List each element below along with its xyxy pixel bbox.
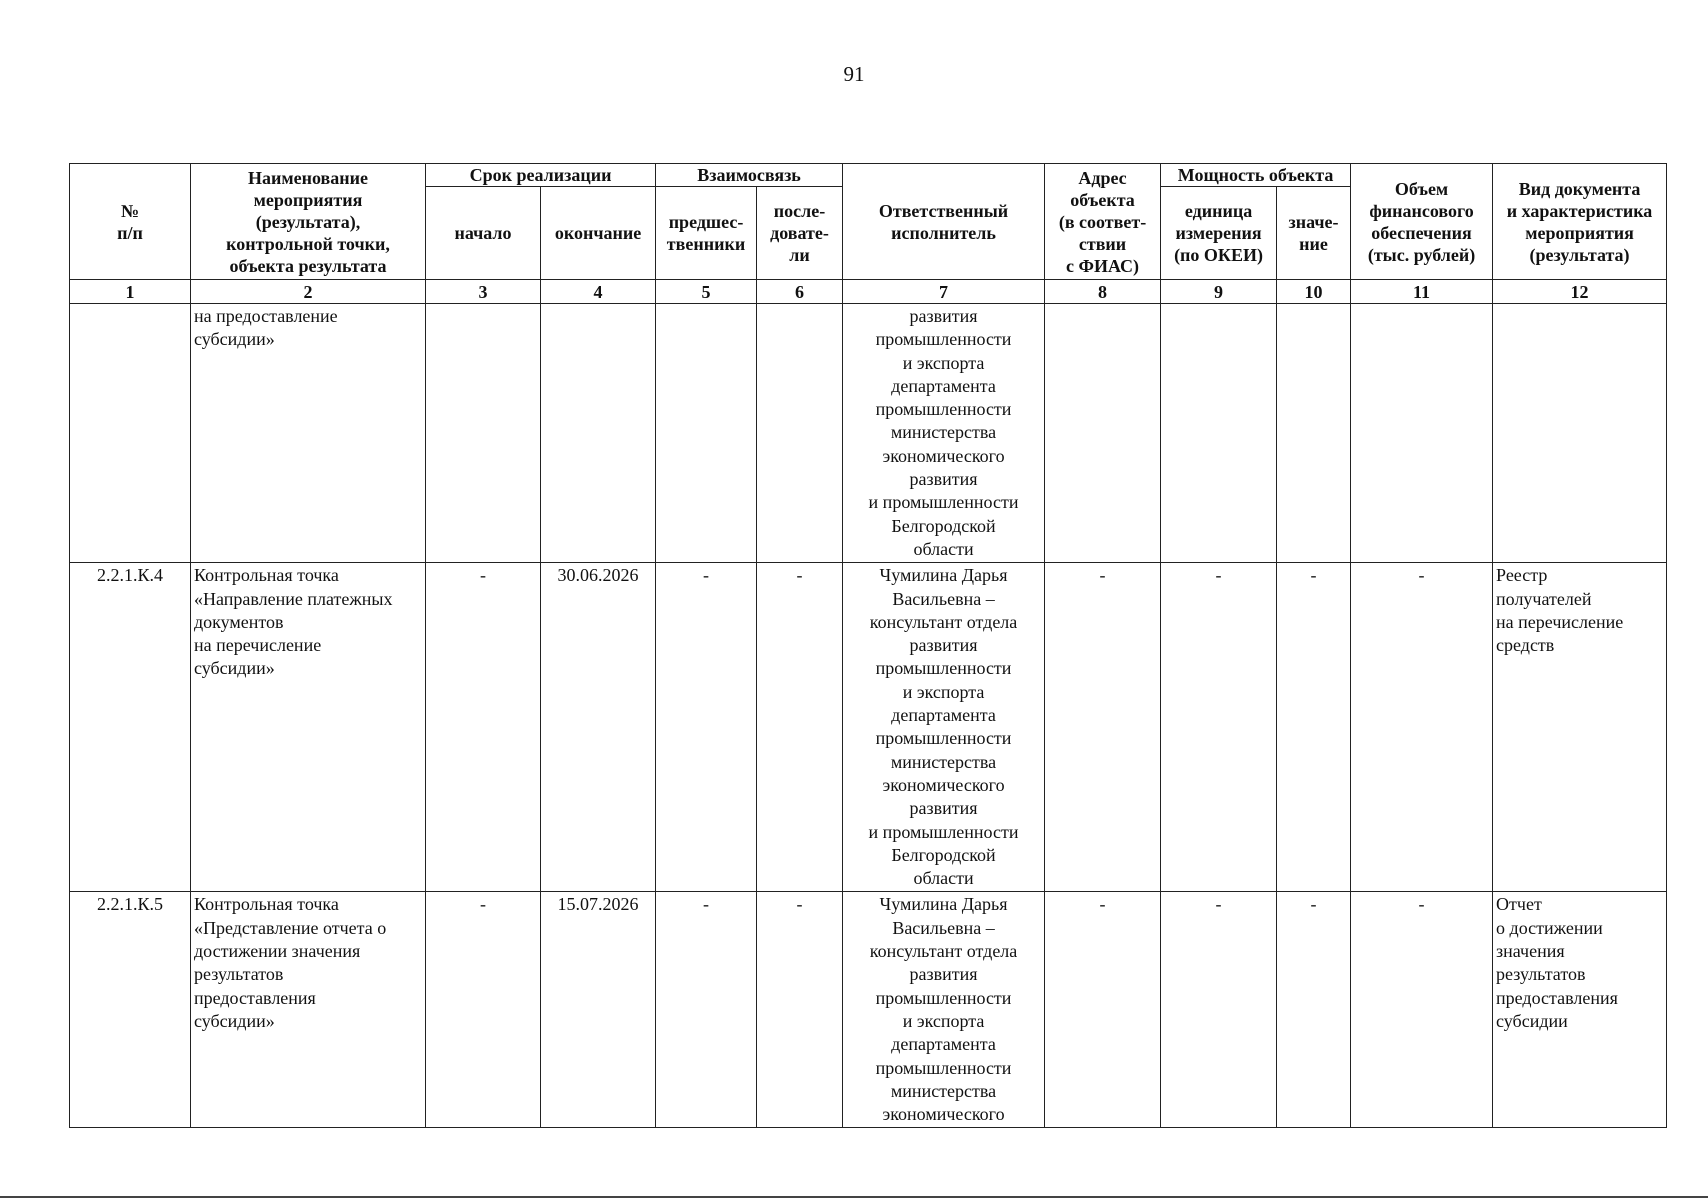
column-number: 2 [191, 280, 426, 304]
cell-unit: - [1161, 892, 1277, 1128]
column-number: 11 [1351, 280, 1493, 304]
header-address: Адрес объекта (в соответ- ствии с ФИАС) [1045, 164, 1161, 280]
header-name: Наименование мероприятия (результата), контрольной точки, объекта результата [191, 164, 426, 280]
header-finance: Объем финансового обеспечения (тыс. рублей) [1351, 164, 1493, 280]
header-term-end: окончание [541, 187, 656, 280]
cell-finance: - [1351, 892, 1493, 1128]
header-term-group: Срок реализации [426, 164, 656, 187]
cell-end: 30.06.2026 [541, 563, 656, 892]
column-number: 9 [1161, 280, 1277, 304]
column-numbers-row [70, 280, 1667, 304]
column-number: 4 [541, 280, 656, 304]
header-link-prev: предшес- твенники [656, 187, 757, 280]
page-number: 91 [843, 62, 865, 86]
cell-start [426, 304, 541, 563]
cell-finance [1351, 304, 1493, 563]
cell-prev [656, 304, 757, 563]
column-number: 5 [656, 280, 757, 304]
header-link-group: Взаимосвязь [656, 164, 843, 187]
header-capacity-value: значе- ние [1277, 187, 1351, 280]
cell-prev: - [656, 892, 757, 1128]
cell-name: Контрольная точка «Представление отчета о достижении значения результатов предоставления субсидии» [191, 892, 426, 1128]
column-number: 3 [426, 280, 541, 304]
header-row-groups [70, 164, 1667, 187]
cell-document: Реестр получателей на перечисление средств [1493, 563, 1667, 892]
column-number: 10 [1277, 280, 1351, 304]
cell-start: - [426, 563, 541, 892]
cell-address [1045, 304, 1161, 563]
cell-next [757, 304, 843, 563]
table-row [70, 892, 1667, 1128]
cell-prev: - [656, 563, 757, 892]
cell-number: 2.2.1.К.5 [70, 892, 191, 1128]
table-row [70, 304, 1667, 563]
header-document: Вид документа и характеристика мероприятия (результата) [1493, 164, 1667, 280]
activity-plan-table [69, 163, 1667, 1128]
column-number: 6 [757, 280, 843, 304]
cell-value [1277, 304, 1351, 563]
column-number: 8 [1045, 280, 1161, 304]
cell-name: на предоставление субсидии» [191, 304, 426, 563]
cell-value: - [1277, 563, 1351, 892]
header-capacity-unit: единица измерения (по ОКЕИ) [1161, 187, 1277, 280]
column-number: 7 [843, 280, 1045, 304]
column-number: 1 [70, 280, 191, 304]
cell-responsible: Чумилина Дарья Васильевна – консультант отдела развития промышленности и экспорта департамента промышленности министерства экономического развития и промышленности Белгородской области [843, 563, 1045, 892]
cell-address: - [1045, 563, 1161, 892]
cell-number: 2.2.1.К.4 [70, 563, 191, 892]
cell-end: 15.07.2026 [541, 892, 656, 1128]
cell-unit: - [1161, 563, 1277, 892]
cell-end [541, 304, 656, 563]
cell-next: - [757, 892, 843, 1128]
cell-document: Отчет о достижении значения результатов предоставления субсидии [1493, 892, 1667, 1128]
cell-start: - [426, 892, 541, 1128]
header-number: № п/п [70, 164, 191, 280]
cell-document [1493, 304, 1667, 563]
cell-address: - [1045, 892, 1161, 1128]
cell-name: Контрольная точка «Направление платежных документов на перечисление субсидии» [191, 563, 426, 892]
cell-value: - [1277, 892, 1351, 1128]
table-row [70, 563, 1667, 892]
cell-responsible: Чумилина Дарья Васильевна – консультант отдела развития промышленности и экспорта департамента промышленности министерства экономического [843, 892, 1045, 1128]
cell-finance: - [1351, 563, 1493, 892]
cell-next: - [757, 563, 843, 892]
header-capacity-group: Мощность объекта [1161, 164, 1351, 187]
scan-edge-line [0, 1196, 1708, 1198]
column-number: 12 [1493, 280, 1667, 304]
header-responsible: Ответственный исполнитель [843, 164, 1045, 280]
cell-responsible: развития промышленности и экспорта департамента промышленности министерства экономического развития и промышленности Белгородской области [843, 304, 1045, 563]
header-link-next: после- довате- ли [757, 187, 843, 280]
cell-number [70, 304, 191, 563]
cell-unit [1161, 304, 1277, 563]
header-term-start: начало [426, 187, 541, 280]
